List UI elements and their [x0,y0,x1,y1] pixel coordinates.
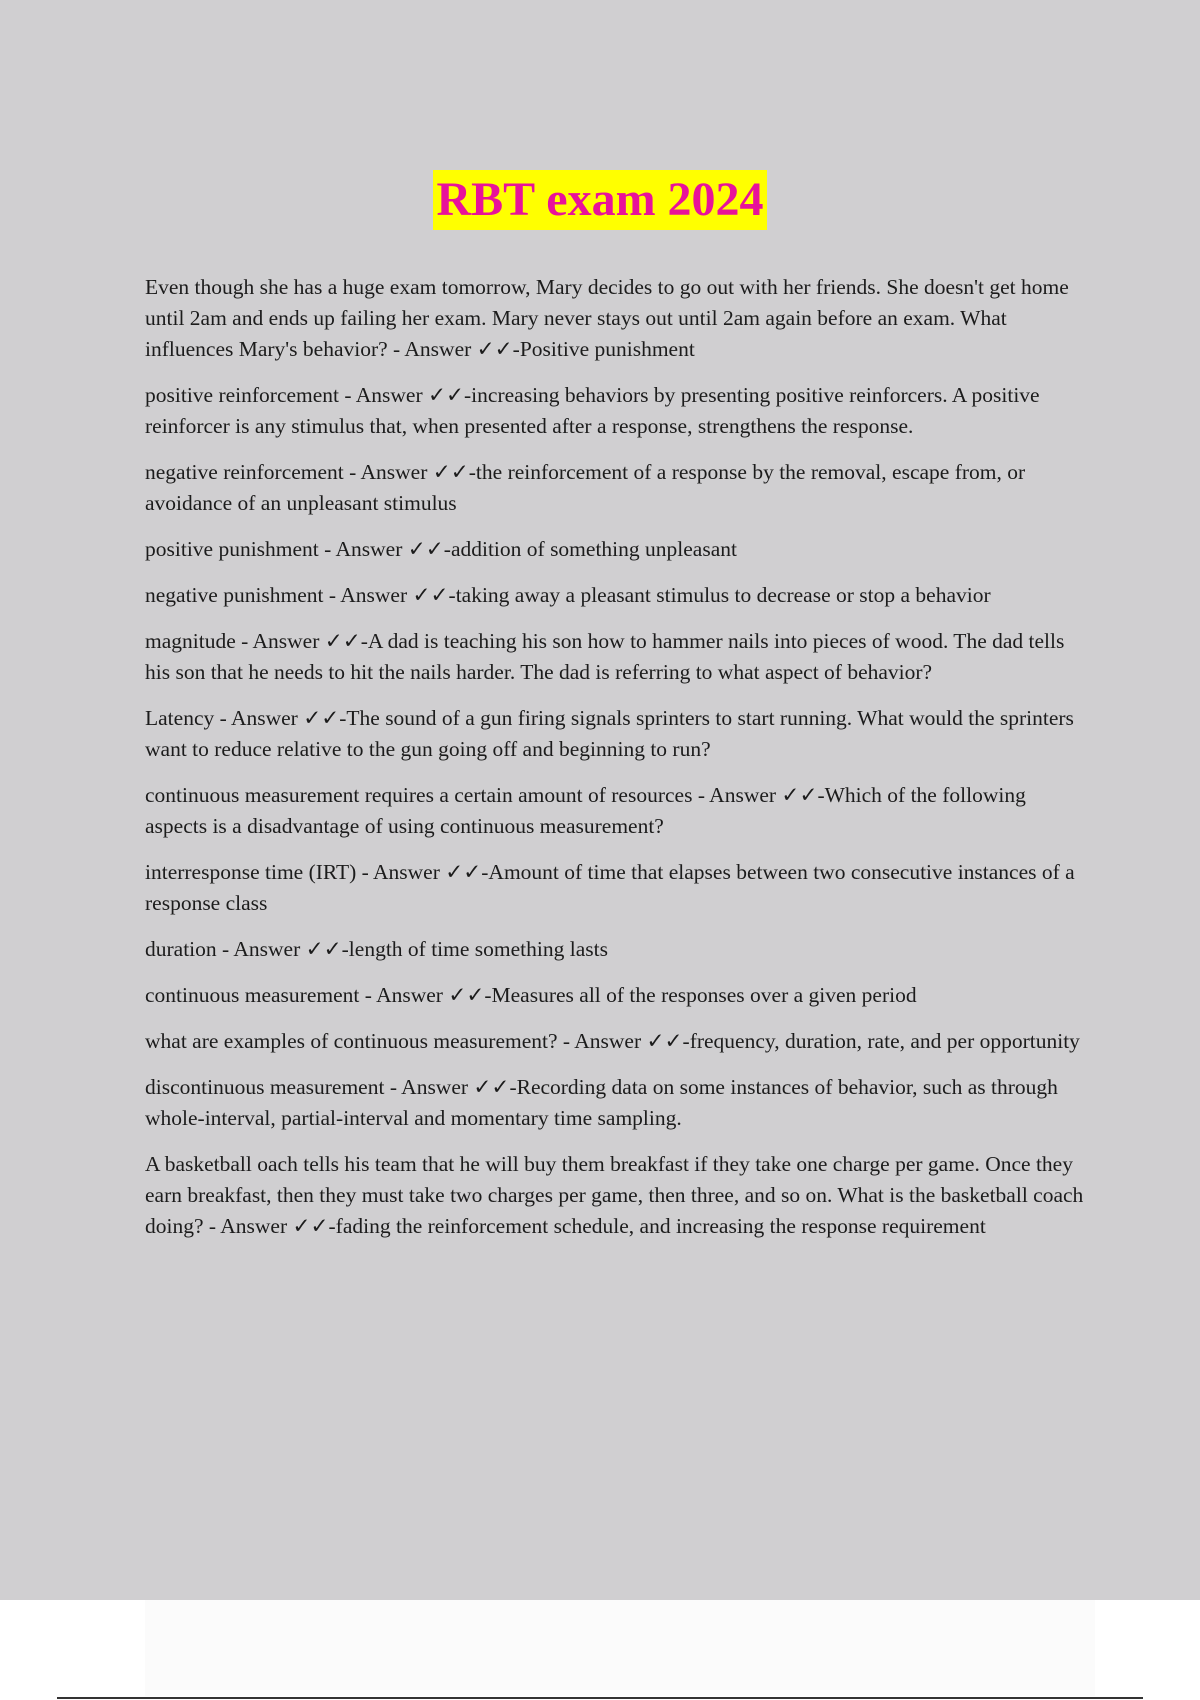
qa-item: A basketball oach tells his team that he will buy them breakfast if they take one charge per game. Once they earn breakfast, then they must take two charges per game, then three, and so on. What is the basketball coach doing? - Answer ✓✓-fading the reinforcement schedule, and increasing the response requirement [145,1152,1084,1238]
qa-item: Latency - Answer ✓✓-The sound of a gun firing signals sprinters to start running. What would the sprinters want to reduce relative to the gun going off and beginning to run? [145,706,1074,761]
qa-item: interresponse time (IRT) - Answer ✓✓-Amount of time that elapses between two consecutive instances of a response class [145,860,1075,915]
qa-item: negative punishment - Answer ✓✓-taking away a pleasant stimulus to decrease or stop a behavior [145,583,991,607]
qa-item: positive punishment - Answer ✓✓-addition of something unpleasant [145,537,737,561]
qa-item: continuous measurement - Answer ✓✓-Measures all of the responses over a given period [145,983,917,1007]
qa-item: what are examples of continuous measurement? - Answer ✓✓-frequency, duration, rate, and per opportunity [145,1029,1080,1053]
qa-list [145,272,1090,1257]
qa-item: magnitude - Answer ✓✓-A dad is teaching his son how to hammer nails into pieces of wood. The dad tells his son that he needs to hit the nails harder. The dad is referring to what aspect of behavior? [145,629,1065,684]
qa-item: discontinuous measurement - Answer ✓✓-Recording data on some instances of behavior, such as through whole-interval, partial-interval and momentary time sampling. [145,1075,1058,1130]
qa-item: continuous measurement requires a certain amount of resources - Answer ✓✓-Which of the following aspects is a disadvantage of using continuous measurement? [145,783,1026,838]
title-container [0,170,1200,230]
qa-item: duration - Answer ✓✓-length of time something lasts [145,937,608,961]
page-divider [57,1697,1143,1699]
qa-item: positive reinforcement - Answer ✓✓-increasing behaviors by presenting positive reinforcers. A positive reinforcer is any stimulus that, when presented after a response, strengthens the response. [145,383,1040,438]
qa-item: Even though she has a huge exam tomorrow, Mary decides to go out with her friends. She doesn't get home until 2am and ends up failing her exam. Mary never stays out until 2am again before an exam. What influences Mary's behavior? - Answer ✓✓-Positive punishment [145,275,1069,361]
document-title: RBT exam 2024 [433,170,766,230]
next-page-preview [145,1600,1095,1696]
qa-item: negative reinforcement - Answer ✓✓-the reinforcement of a response by the removal, escape from, or avoidance of an unpleasant stimulus [145,460,1026,515]
